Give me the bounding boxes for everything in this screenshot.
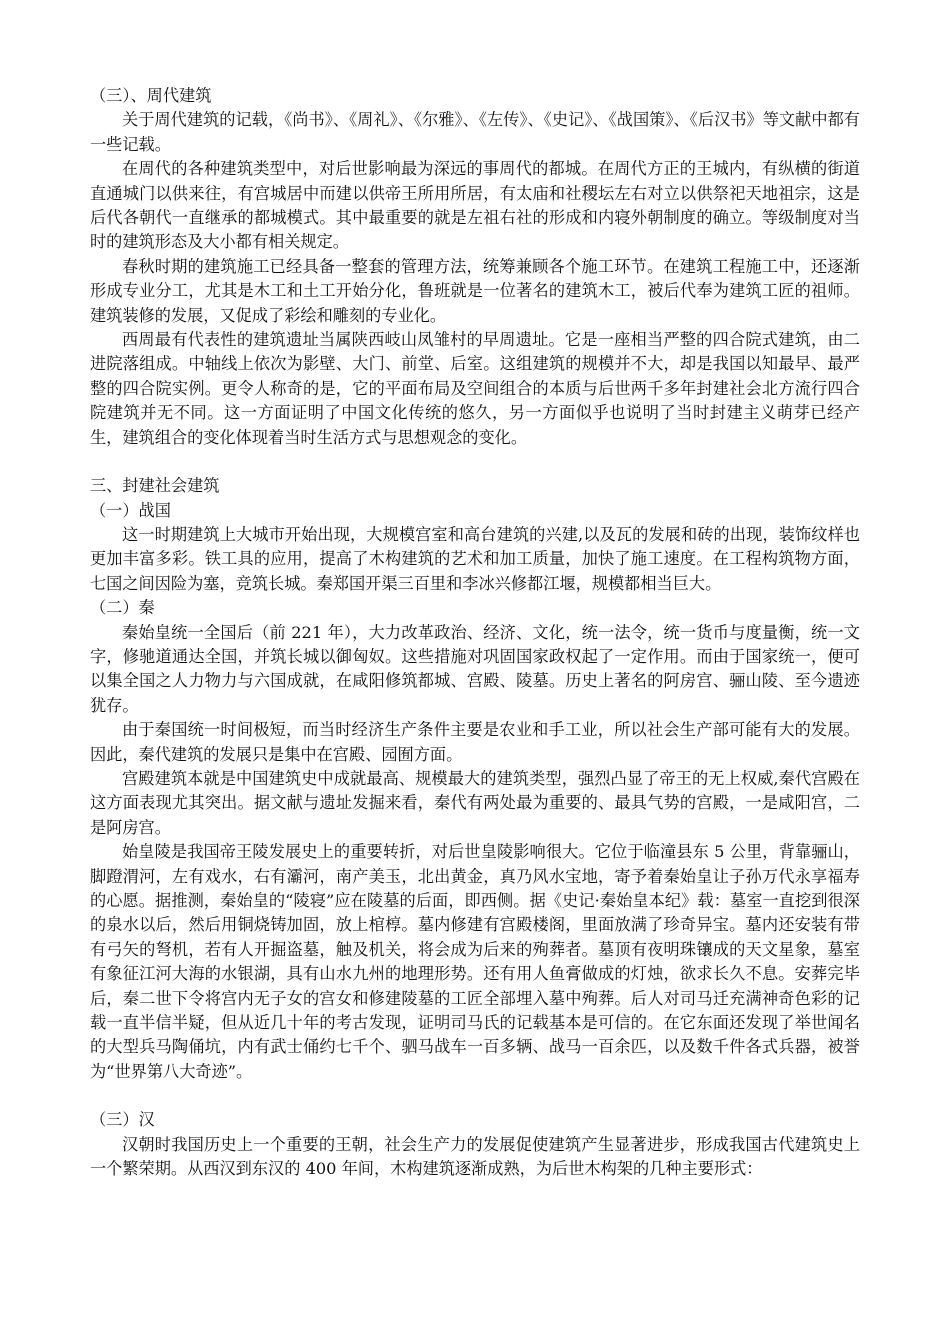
paragraph: 在周代的各种建筑类型中，对后世影响最为深远的事周代的都城。在周代方正的王城内，有纵横的街道直通城门以供来往，有宫城居中而建以供帝王所用所居，有太庙和社稷坛左右对立以供祭祀天地祖宗，这是后代各朝代一直继承的都城模式。其中最重要的就是左祖右社的形成和内寝外朝制度的确立。等级制度对当时的建筑形态及大小都有相关规定。 [90,159,860,252]
heading-qin: （二）秦 [90,598,155,618]
paragraph: 由于秦国统一时间极短，而当时经济生产条件主要是农业和手工业，所以社会生产部可能有大的发展。因此，秦代建筑的发展只是集中在宫殿、园囿方面。 [90,720,860,764]
paragraph: 关于周代建筑的记载，《尚书》、《周礼》、《尔雅》、《左传》、《史记》、《战国策》、《后汉书》等文献中都有一些记载。 [90,110,860,154]
paragraph: 秦始皇统一全国后（前 221 年），大力改革政治、经济、文化，统一法令，统一货币与度量衡，统一文字，修驰道通达全国，并筑长城以御匈奴。这些措施对巩固国家政权起了一定作用。而由于国家统一，便可以集全国之人力物力与六国成就，在咸阳修筑都城、宫殿、陵墓。历史上著名的阿房宫、骊山陵、至今遗迹犹存。 [90,622,860,715]
heading-han: （三）汉 [90,1110,155,1130]
paragraph: 宫殿建筑本就是中国建筑史中成就最高、规模最大的建筑类型，强烈凸显了帝王的无上权威,秦代宫殿在这方面表现尤其突出。据文献与遗址发掘来看，秦代有两处最为重要的、最具气势的宫殿，一是咸阳宫，二是阿房宫。 [90,768,860,837]
heading-zhou-architecture: （三）、周代建筑 [90,86,212,105]
heading-feudal-society-architecture: 三、封建社会建筑 [90,476,220,496]
paragraph: 春秋时期的建筑施工已经具备一整套的管理方法，统筹兼顾各个施工环节。在建筑工程施工中，还逐渐形成专业分工，尤其是木工和土工开始分化，鲁班就是一位著名的建筑木工，被后代奉为建筑工匠的祖师。建筑装修的发展，又促成了彩绘和雕刻的专业化。 [90,256,860,325]
paragraph: 汉朝时我国历史上一个重要的王朝，社会生产力的发展促使建筑产生显著进步，形成我国古代建筑史上一个繁荣期。从西汉到东汉的 400 年间，木构建筑逐渐成熟，为后世木构架的几种主要形式： [90,1134,860,1179]
section-spacer [90,450,860,474]
paragraph: 西周最有代表性的建筑遗址当属陕西岐山凤雏村的早周遗址。它是一座相当严整的四合院式建筑，由二进院落组成。中轴线上依次为影壁、大门、前堂、后室。这组建筑的规模并不大，却是我国以知最早、最严整的四合院实例。更令人称奇的是，它的平面布局及空间组合的本质与后世两千多年封建社会北方流行四合院建筑并无不同。这一方面证明了中国文化传统的悠久，另一方面似乎也说明了当时封建主义萌芽已经产生，建筑组合的变化体现着当时生活方式与思想观念的变化。 [90,330,860,447]
paragraph: 始皇陵是我国帝王陵发展史上的重要转折，对后世皇陵影响很大。它位于临潼县东 5 公里，背靠骊山，脚蹬渭河，左有戏水，右有灞河，南产美玉，北出黄金，真乃风水宝地，寄予着秦始皇让子孙万代永享福寿的心愿。据推测，秦始皇的“陵寝”应在陵墓的后面，即西侧。据《史记·秦始皇本纪》载：墓室一直挖到很深的泉水以后，然后用铜烧铸加固，放上棺椁。墓内修建有宫殿楼阁，里面放满了珍奇异宝。墓内还安装有带有弓矢的弩机，若有人开掘盗墓，触及机关，将会成为后来的殉葬者。墓顶有夜明珠镶成的天文星象，墓室有象征江河大海的水银湖，具有山水九州的地理形势。还有用人鱼膏做成的灯烛，欲求长久不息。安葬完毕后，秦二世下令将宫内无子女的宫女和修建陵墓的工匠全部埋入墓中殉葬。后人对司马迁充满神奇色彩的记载一直半信半疑，但从近几十年的考古发现，证明司马氏的记载基本是可信的。在它东面还发现了举世闻名的大型兵马陶俑坑，内有武士俑约七千个、驷马战车一百多辆、战马一百余匹，以及数千件各式兵器，被誉为“世界第八大奇迹”。 [90,842,860,1081]
heading-warring-states: （一）战国 [90,500,171,520]
section-spacer [90,1084,860,1108]
paragraph: 这一时期建筑上大城市开始出现，大规模宫室和高台建筑的兴建,以及瓦的发展和砖的出现，装饰纹样也更加丰富多彩。铁工具的应用，提高了木构建筑的艺术和加工质量，加快了施工速度。在工程构筑物方面，七国之间因险为塞，竞筑长城。秦郑国开渠三百里和李冰兴修都江堰，规模都相当巨大。 [90,524,860,593]
document-page [90,84,860,1181]
